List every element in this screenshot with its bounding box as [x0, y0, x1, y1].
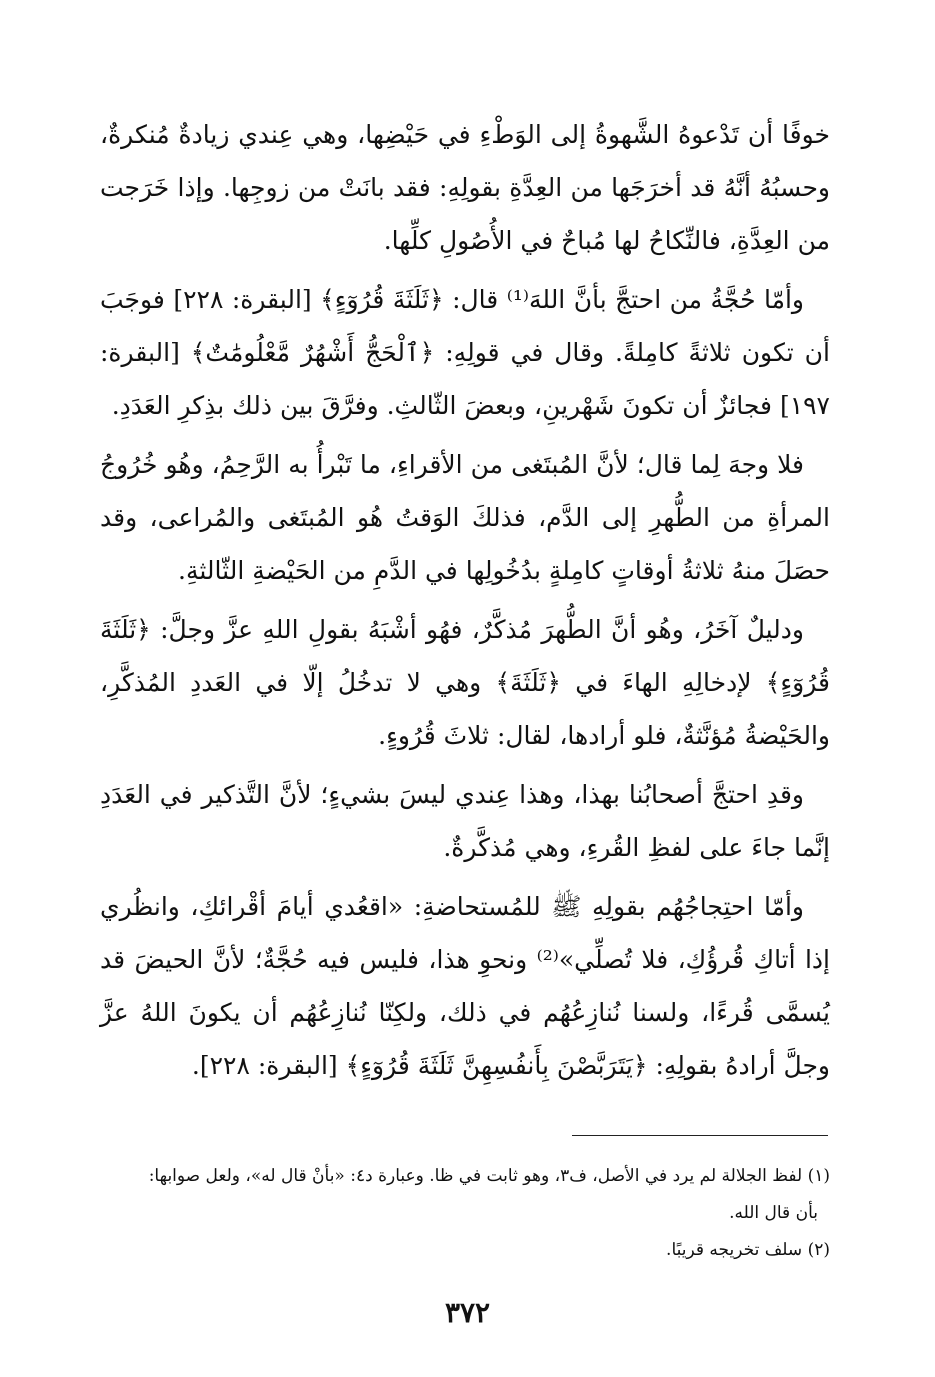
page-number: ٣٧٢: [444, 1296, 491, 1329]
paragraph-5: وقدِ احتجَّ أصحابُنا بهذا، وهذا عِندي ليسَ بشيءٍ؛ لأنَّ التَّذكير في العَدَدِ إنَّما جاءَ على لفظِ القُرءِ، وهي مُذكَّرةٌ.: [100, 780, 830, 862]
paragraph-3: فلا وجهَ لِما قال؛ لأنَّ المُبتَغى من الأقراءِ، ما تَبْرأُ به الرَّحِمُ، وهُو خُرُوجُ المرأةِ من الطُّهرِ إلى الدَّم، فذلكَ الوَقتُ هُو المُبتَغى والمُراعى، وقد حصَلَ منهُ ثلاثةُ أوقاتٍ كامِلةٍ بدُخُولِها في الدَّمِ من الحَيْضةِ الثّالثةِ.: [100, 450, 830, 585]
paragraph-4: ودليلٌ آخَرُ، وهُو أنَّ الطُّهرَ مُذكَّرٌ، فهُو أشْبَهُ بقولِ اللهِ عزَّ وجلَّ: ﴿ثَلَثَةَ قُرُوٓءٍ﴾ لإدخالِهِ الهاءَ في ﴿ثَلَثَةَ﴾ وهي لا تدخُلُ إلّا في العَددِ المُذكَّرِ، والحَيْضةُ مُؤنَّثةٌ، فلو أرادها، لقال: ثلاثَ قُرُوءٍ.: [100, 615, 830, 750]
footnote-2: (٢) سلف تخريجه قريبًا.: [666, 1240, 830, 1260]
footnote-1-line-2: بأن قال الله.: [729, 1203, 818, 1223]
footnote-1-line-1: (١) لفظ الجلالة لم يرد في الأصل، ف٣، وهو ثابت في ظا. وعبارة د٤: «بأنْ قال له»، ولعل صوابها:: [148, 1166, 830, 1186]
footnote-1: [100, 1158, 830, 1232]
paragraph-2: وأمّا حُجَّةُ من احتجَّ بأنَّ اللهَ⁽¹⁾ قال: ﴿ثَلَثَةَ قُرُوٓءٍ﴾ [البقرة: ٢٢٨] فوجَبَ أن تكون ثلاثةً كامِلةً. وقال في قولِهِ: ﴿ٱلْحَجُّ أَشْهُرٌ مَّعْلُومَٰتٌ﴾ [البقرة: ١٩٧] فجائزٌ أن تكونَ شَهْرينِ، وبعضَ الثّالثِ. وفرَّقَ بين ذلك بذِكرِ العَدَدِ.: [100, 285, 830, 420]
paragraph-1: خوفًا أن تَدْعوهُ الشَّهوةُ إلى الوَطْءِ في حَيْضِها، وهي عِندي زيادةٌ مُنكرةٌ، وحسبُهُ أنَّهُ قد أخرَجَها من العِدَّةِ بقولِهِ: فقد بانَتْ من زوجِها. وإذا خَرَجت من العِدَّةِ، فالنِّكاحُ لها مُباحٌ في الأُصُولِ كلِّها.: [100, 120, 830, 255]
paragraph-6: وأمّا احتِجاجُهُم بقولِهِ ﷺ للمُستحاضةِ: «اقعُدي أيامَ أقْرائكِ، وانظُري إذا أتاكِ قُرؤُكِ، فلا تُصلِّي»⁽²⁾ ونحوِ هذا، فليس فيه حُجَّةٌ؛ لأنَّ الحيضَ قد يُسمَّى قُرءًا، ولسنا نُنازِعُهُم في ذلك، ولكِنّا نُنازِعُهُم أن يكونَ اللهُ عزَّ وجلَّ أرادهُ بقولِهِ: ﴿يَتَرَبَّصْنَ بِأَنفُسِهِنَّ ثَلَثَةَ قُرُوٓءٍ﴾ [البقرة: ٢٢٨].: [100, 892, 831, 1080]
main-text: [100, 108, 830, 1098]
footnote-separator: [572, 1135, 828, 1136]
footnotes: [100, 1158, 830, 1269]
